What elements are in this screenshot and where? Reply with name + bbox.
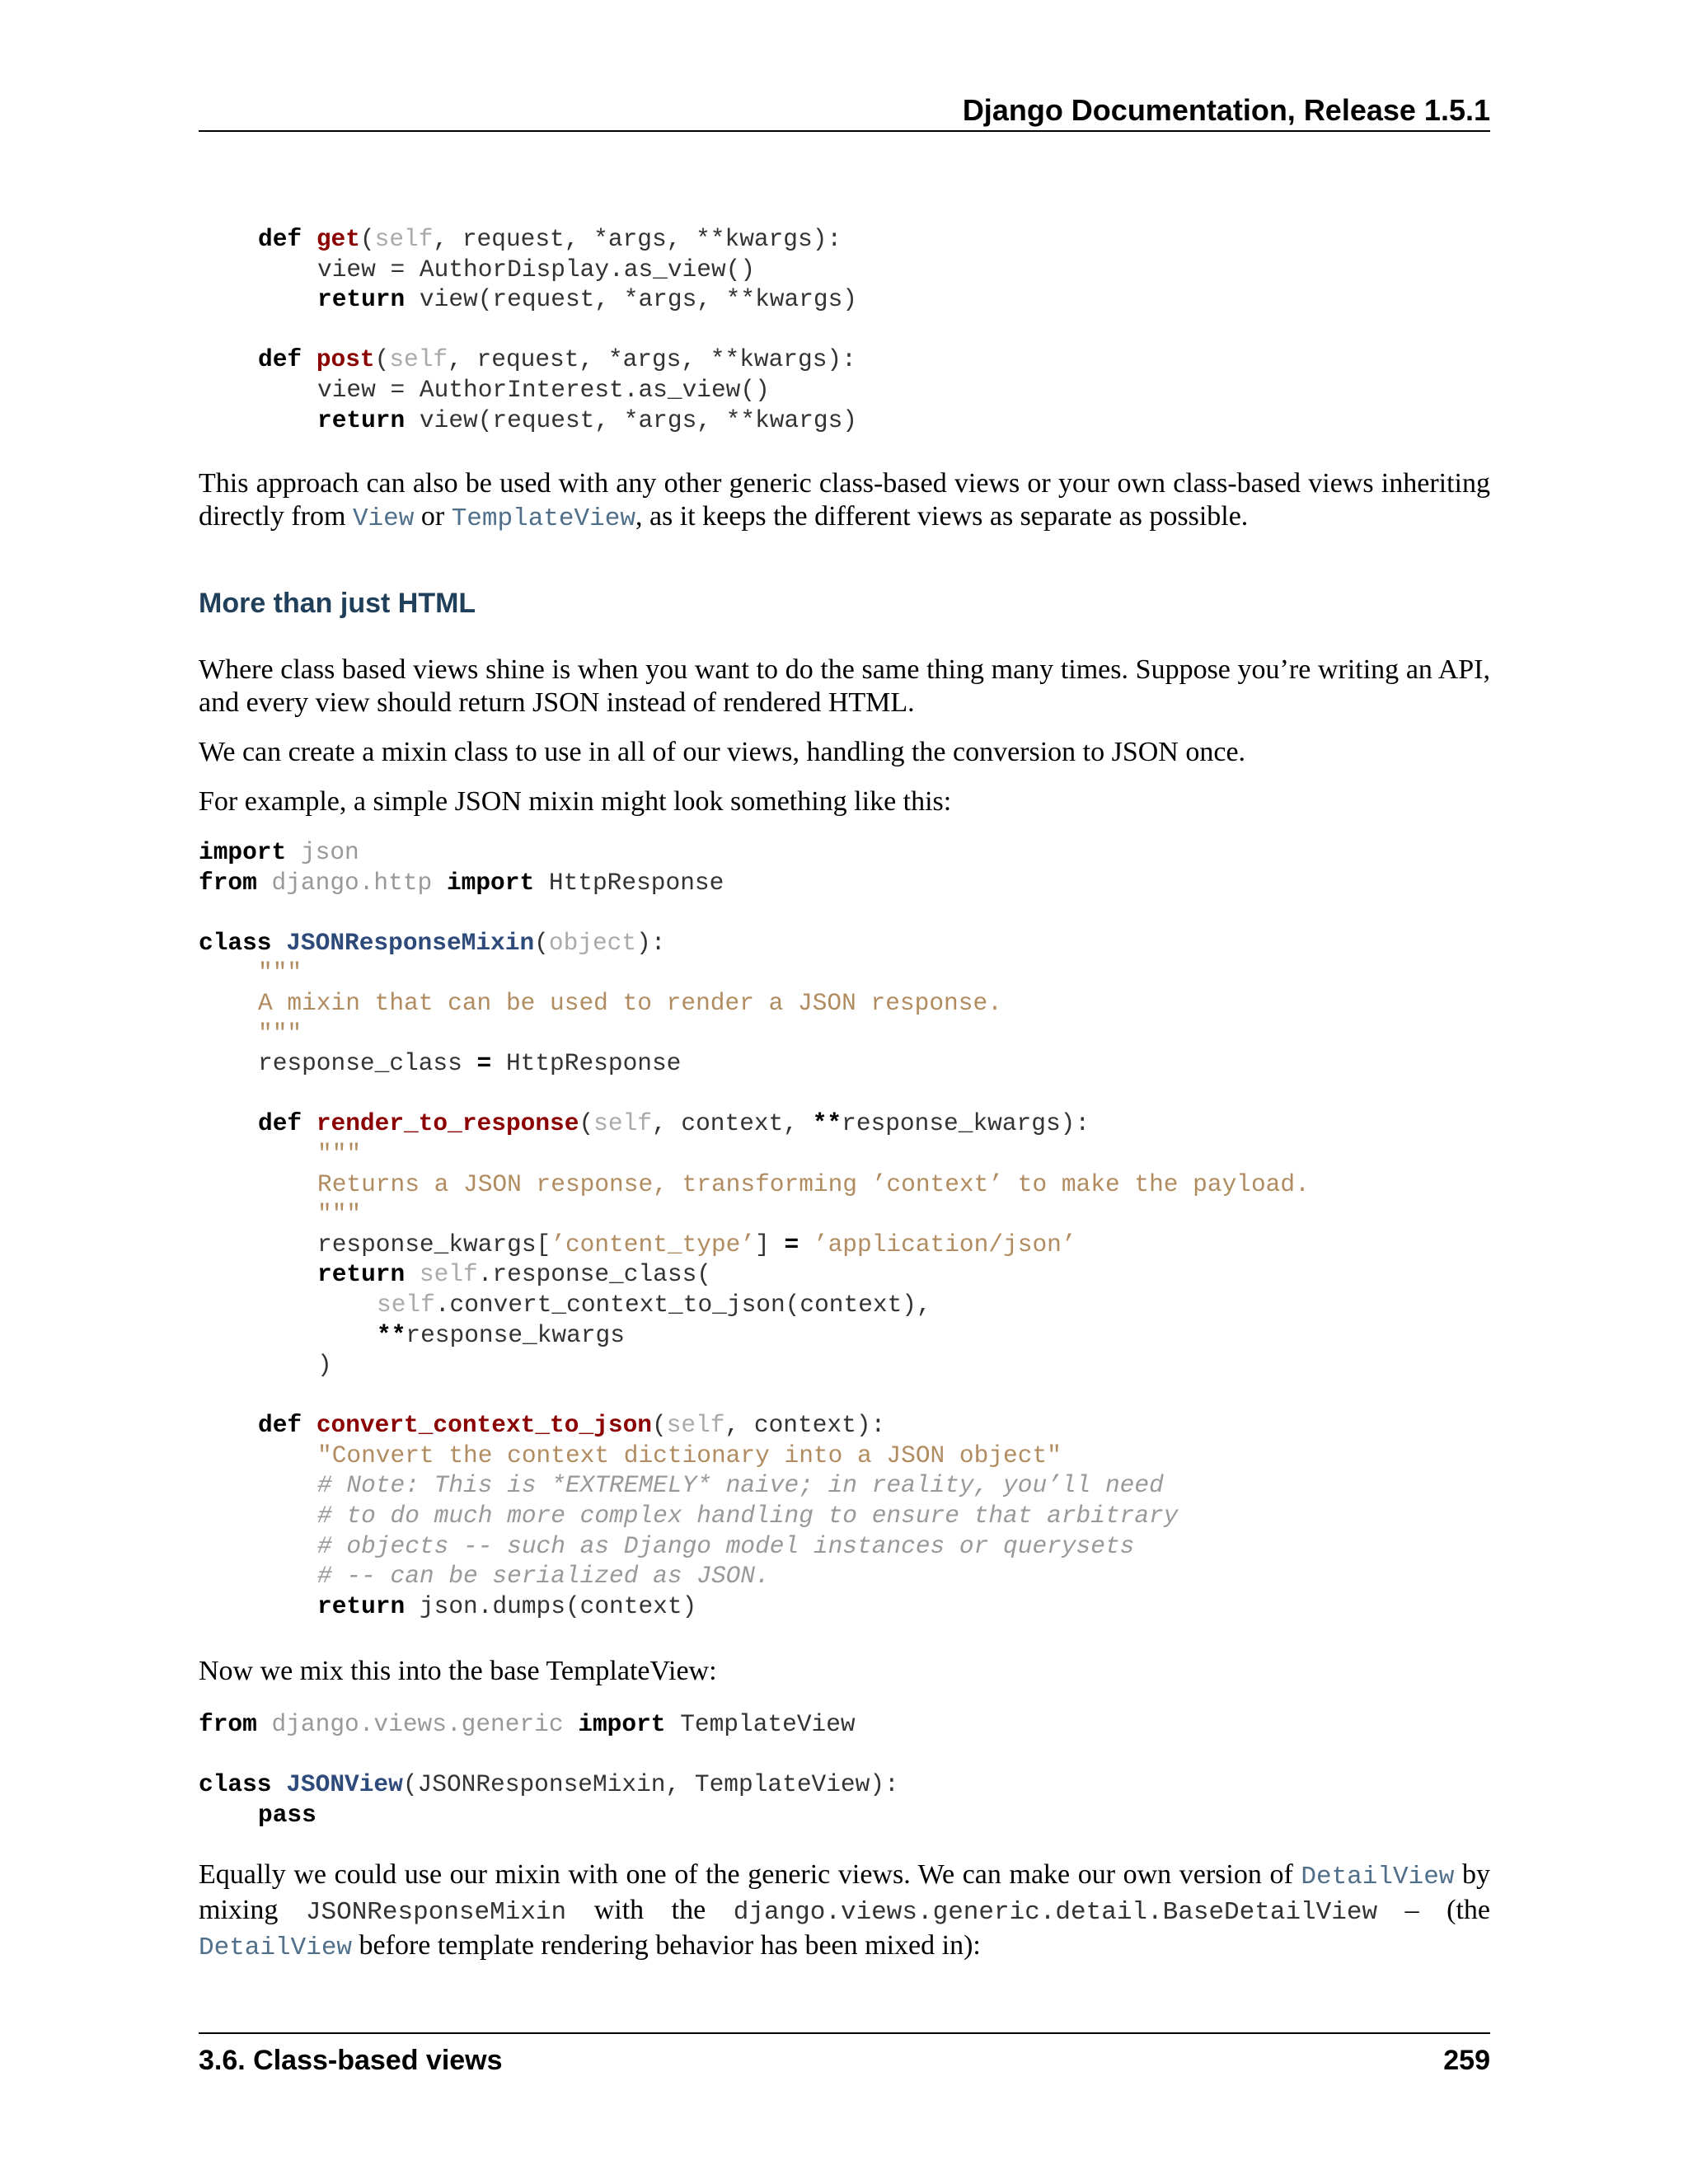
code-line-blank xyxy=(199,898,1310,928)
code-line: A mixin that can be used to render a JSON response. xyxy=(258,988,1002,1017)
code-line: return view(request, *args, **kwargs) xyxy=(317,405,858,434)
footer-section: 3.6. Class-based views xyxy=(199,2045,503,2076)
code-line: Returns a JSON response, transforming ’context’ to make the payload. xyxy=(317,1169,1310,1198)
link-templateview[interactable]: TemplateView xyxy=(451,504,635,533)
running-header: Django Documentation, Release 1.5.1 xyxy=(962,93,1490,127)
code-line-blank xyxy=(199,1079,1310,1109)
code-line: return self.response_class( xyxy=(317,1260,711,1289)
code-line: def get(self, request, *args, **kwargs): xyxy=(258,225,842,253)
code-line: response_kwargs[’content_type’] = ’application/json’ xyxy=(317,1230,1076,1258)
code-line: view = AuthorDisplay.as_view() xyxy=(317,255,756,284)
code-line: response_class = HttpResponse xyxy=(258,1049,682,1078)
code-line: def post(self, request, *args, **kwargs): xyxy=(258,345,856,374)
code-line-blank xyxy=(199,1740,899,1770)
code-line: # Note: This is *EXTREMELY* naive; in reality, you’ll need xyxy=(317,1471,1164,1500)
code-line: from django.views.generic import TemplateView xyxy=(199,1710,856,1738)
paragraph-example: For example, a simple JSON mixin might look something like this: xyxy=(199,786,952,817)
code-line: """ xyxy=(258,1019,302,1047)
paragraph-equally: Equally we could use our mixin with one of the generic views. We can make our own version of DetailView by mixing JSONResponseMixin with the django.views.generic.detail.BaseDetailView – (the DetailView before template rendering behavior has been mixed in): xyxy=(199,1859,1491,1962)
footer-rule xyxy=(199,2032,1490,2034)
link-view[interactable]: View xyxy=(352,504,415,533)
code-line: return json.dumps(context) xyxy=(317,1591,697,1620)
code-line: def render_to_response(self, context, **response_kwargs): xyxy=(258,1109,1090,1138)
paragraph-shine: Where class based views shine is when you want to do the same thing many times. Suppose you’re writing an API, and every view should return JSON instead of rendered HTML. xyxy=(199,654,1490,718)
code-line: return view(request, *args, **kwargs) xyxy=(317,285,858,314)
code-line: **response_kwargs xyxy=(377,1320,625,1349)
paragraph-mixin: We can create a mixin class to use in all of our views, handling the conversion to JSON once. xyxy=(199,737,1246,767)
link-detailview[interactable]: DetailView xyxy=(1301,1863,1455,1891)
link-detailview-2[interactable]: DetailView xyxy=(199,1933,353,1962)
section-title: More than just HTML xyxy=(199,588,476,619)
code-line: import json xyxy=(199,838,359,866)
code-line: from django.http import HttpResponse xyxy=(199,868,724,897)
code-line: class JSONResponseMixin(object): xyxy=(199,928,666,957)
code-line: self.convert_context_to_json(context), xyxy=(377,1290,931,1319)
code-line: ) xyxy=(317,1351,332,1380)
paragraph-mix-into: Now we mix this into the base TemplateView: xyxy=(199,1656,717,1686)
page-number: 259 xyxy=(1443,2045,1490,2076)
code-line: "Convert the context dictionary into a JSON object" xyxy=(317,1441,1062,1469)
code-line: # to do much more complex handling to ensure that arbitrary xyxy=(317,1502,1179,1530)
code-line: # -- can be serialized as JSON. xyxy=(317,1562,770,1591)
code-block-json-mixin xyxy=(199,837,1310,1621)
code-line: view = AuthorInterest.as_view() xyxy=(317,375,770,404)
code-line: # objects -- such as Django model instances or querysets xyxy=(317,1531,1135,1560)
code-line: """ xyxy=(317,1139,362,1168)
code-block-dispatch xyxy=(199,224,857,435)
code-line: """ xyxy=(317,1200,362,1229)
code-line: """ xyxy=(258,958,302,987)
paragraph-approach: This approach can also be used with any other generic class-based views or your own class-based views inheriting directly from View or TemplateView, as it keeps the different views as separate as possible. xyxy=(199,468,1490,533)
code-line-blank xyxy=(199,315,857,345)
code-line: def convert_context_to_json(self, context): xyxy=(258,1411,886,1440)
code-line-blank xyxy=(199,1380,1310,1411)
code-block-jsonview xyxy=(199,1709,899,1830)
header-rule xyxy=(199,130,1490,132)
code-line: class JSONView(JSONResponseMixin, TemplateView): xyxy=(199,1770,899,1799)
code-line: pass xyxy=(258,1800,316,1829)
